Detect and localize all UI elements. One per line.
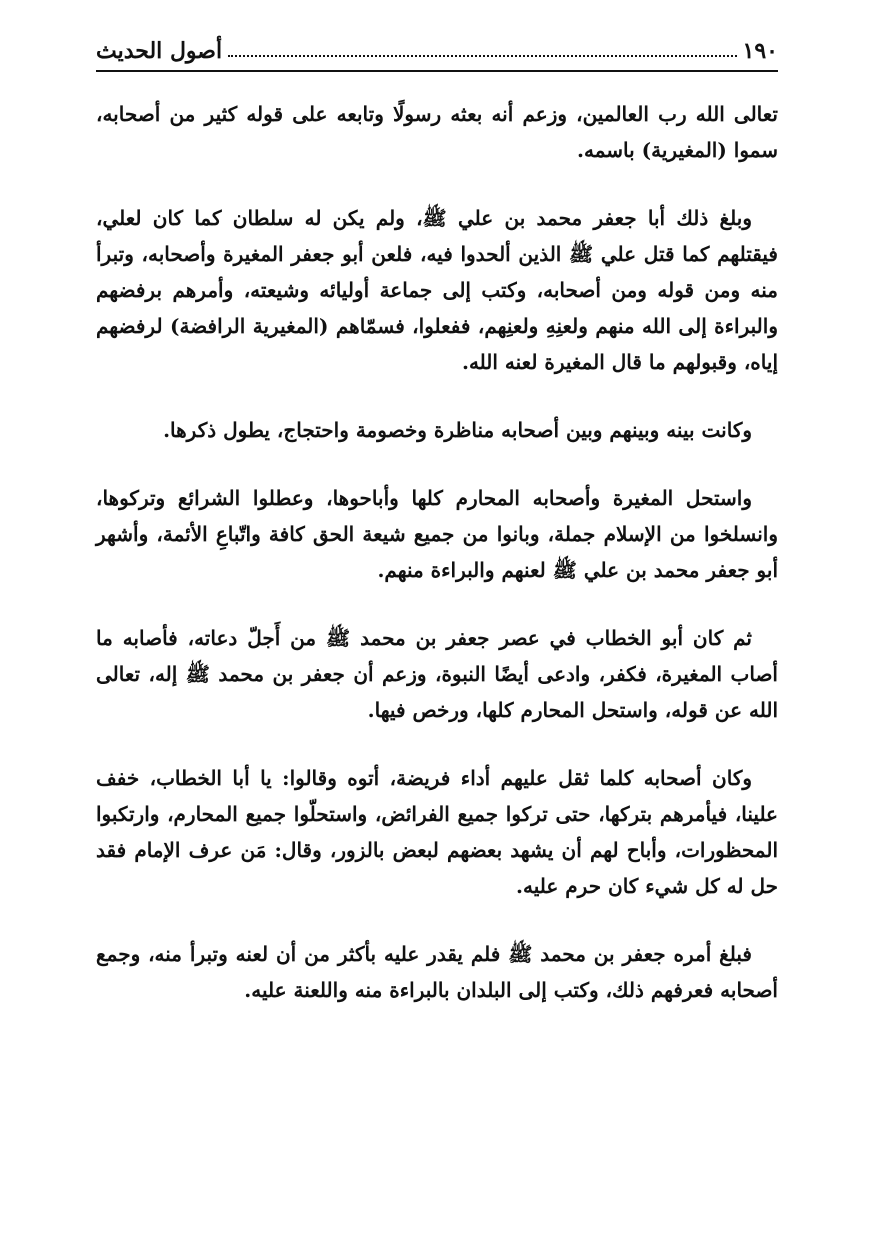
paragraph-5: ثم كان أبو الخطاب في عصر جعفر بن محمد ﷺ من أَجلّ دعاته، فأصابه ما أصاب المغيرة، فكفر، وادعى أيضًا النبوة، وزعم أن جعفر بن محمد ﷺ إله، تعالى الله عن قوله، واستحل المحارم كلها، ورخص فيها. <box>96 626 778 722</box>
header-dot-leader <box>228 55 736 57</box>
paragraph-7: فبلغ أمره جعفر بن محمد ﷺ فلم يقدر عليه بأكثر من أن لعنه وتبرأ منه، وجمع أصحابه فعرفهم ذلك، وكتب إلى البلدان بالبراءة منه واللعنة عليه. <box>96 942 778 1002</box>
paragraph-3: وكانت بينه وبينهم وبين أصحابه مناظرة وخصومة واحتجاج، يطول ذكرها. <box>163 418 752 442</box>
paragraph-6: وكان أصحابه كلما ثقل عليهم أداء فريضة، أتوه وقالوا: يا أبا الخطاب، خفف علينا، فيأمرهم بتركها، حتى تركوا جميع الفرائض، واستحلّوا جميع المحارم، وارتكبوا المحظورات، وأباح لهم أن يشهد بعضهم لبعض بالزور، وقال: مَن عرف الإمام فقد حل له كل شيء كان حرم عليه. <box>96 766 778 898</box>
header-title: أصول الحديث <box>96 38 223 64</box>
paragraph-2: وبلغ ذلك أبا جعفر محمد بن علي ﷺ، ولم يكن له سلطان كما كان لعلي، فيقتلهم كما قتل علي ﷺ الذين ألحدوا فيه، فلعن أبو جعفر المغيرة وأصحابه، وتبرأ منه ومن قوله ومن أصحابه، وكتب إلى جماعة أوليائه وشيعته، وأمرهم برفضهم والبراءة إلى الله منهم ولعنِهِ ولعنِهم، ففعلوا، فسمّاهم (المغيرية الرافضة) لرفضهم إياه، وقبولهم ما قال المغيرة لعنه الله. <box>96 206 778 374</box>
running-header <box>96 34 778 72</box>
body-text <box>96 96 778 1040</box>
paragraph-4: واستحل المغيرة وأصحابه المحارم كلها وأباحوها، وعطلوا الشرائع وتركوها، وانسلخوا من الإسلام جملة، وبانوا من جميع شيعة الحق كافة واتّباعِ الأئمة، وأشهر أبو جعفر محمد بن علي ﷺ لعنهم والبراءة منهم. <box>96 486 778 582</box>
page-number: ١٩٠ <box>742 38 778 64</box>
paragraph-1: تعالى الله رب العالمين، وزعم أنه بعثه رسولًا وتابعه على قوله كثير من أصحابه، سموا (المغيرية) باسمه. <box>96 102 778 162</box>
